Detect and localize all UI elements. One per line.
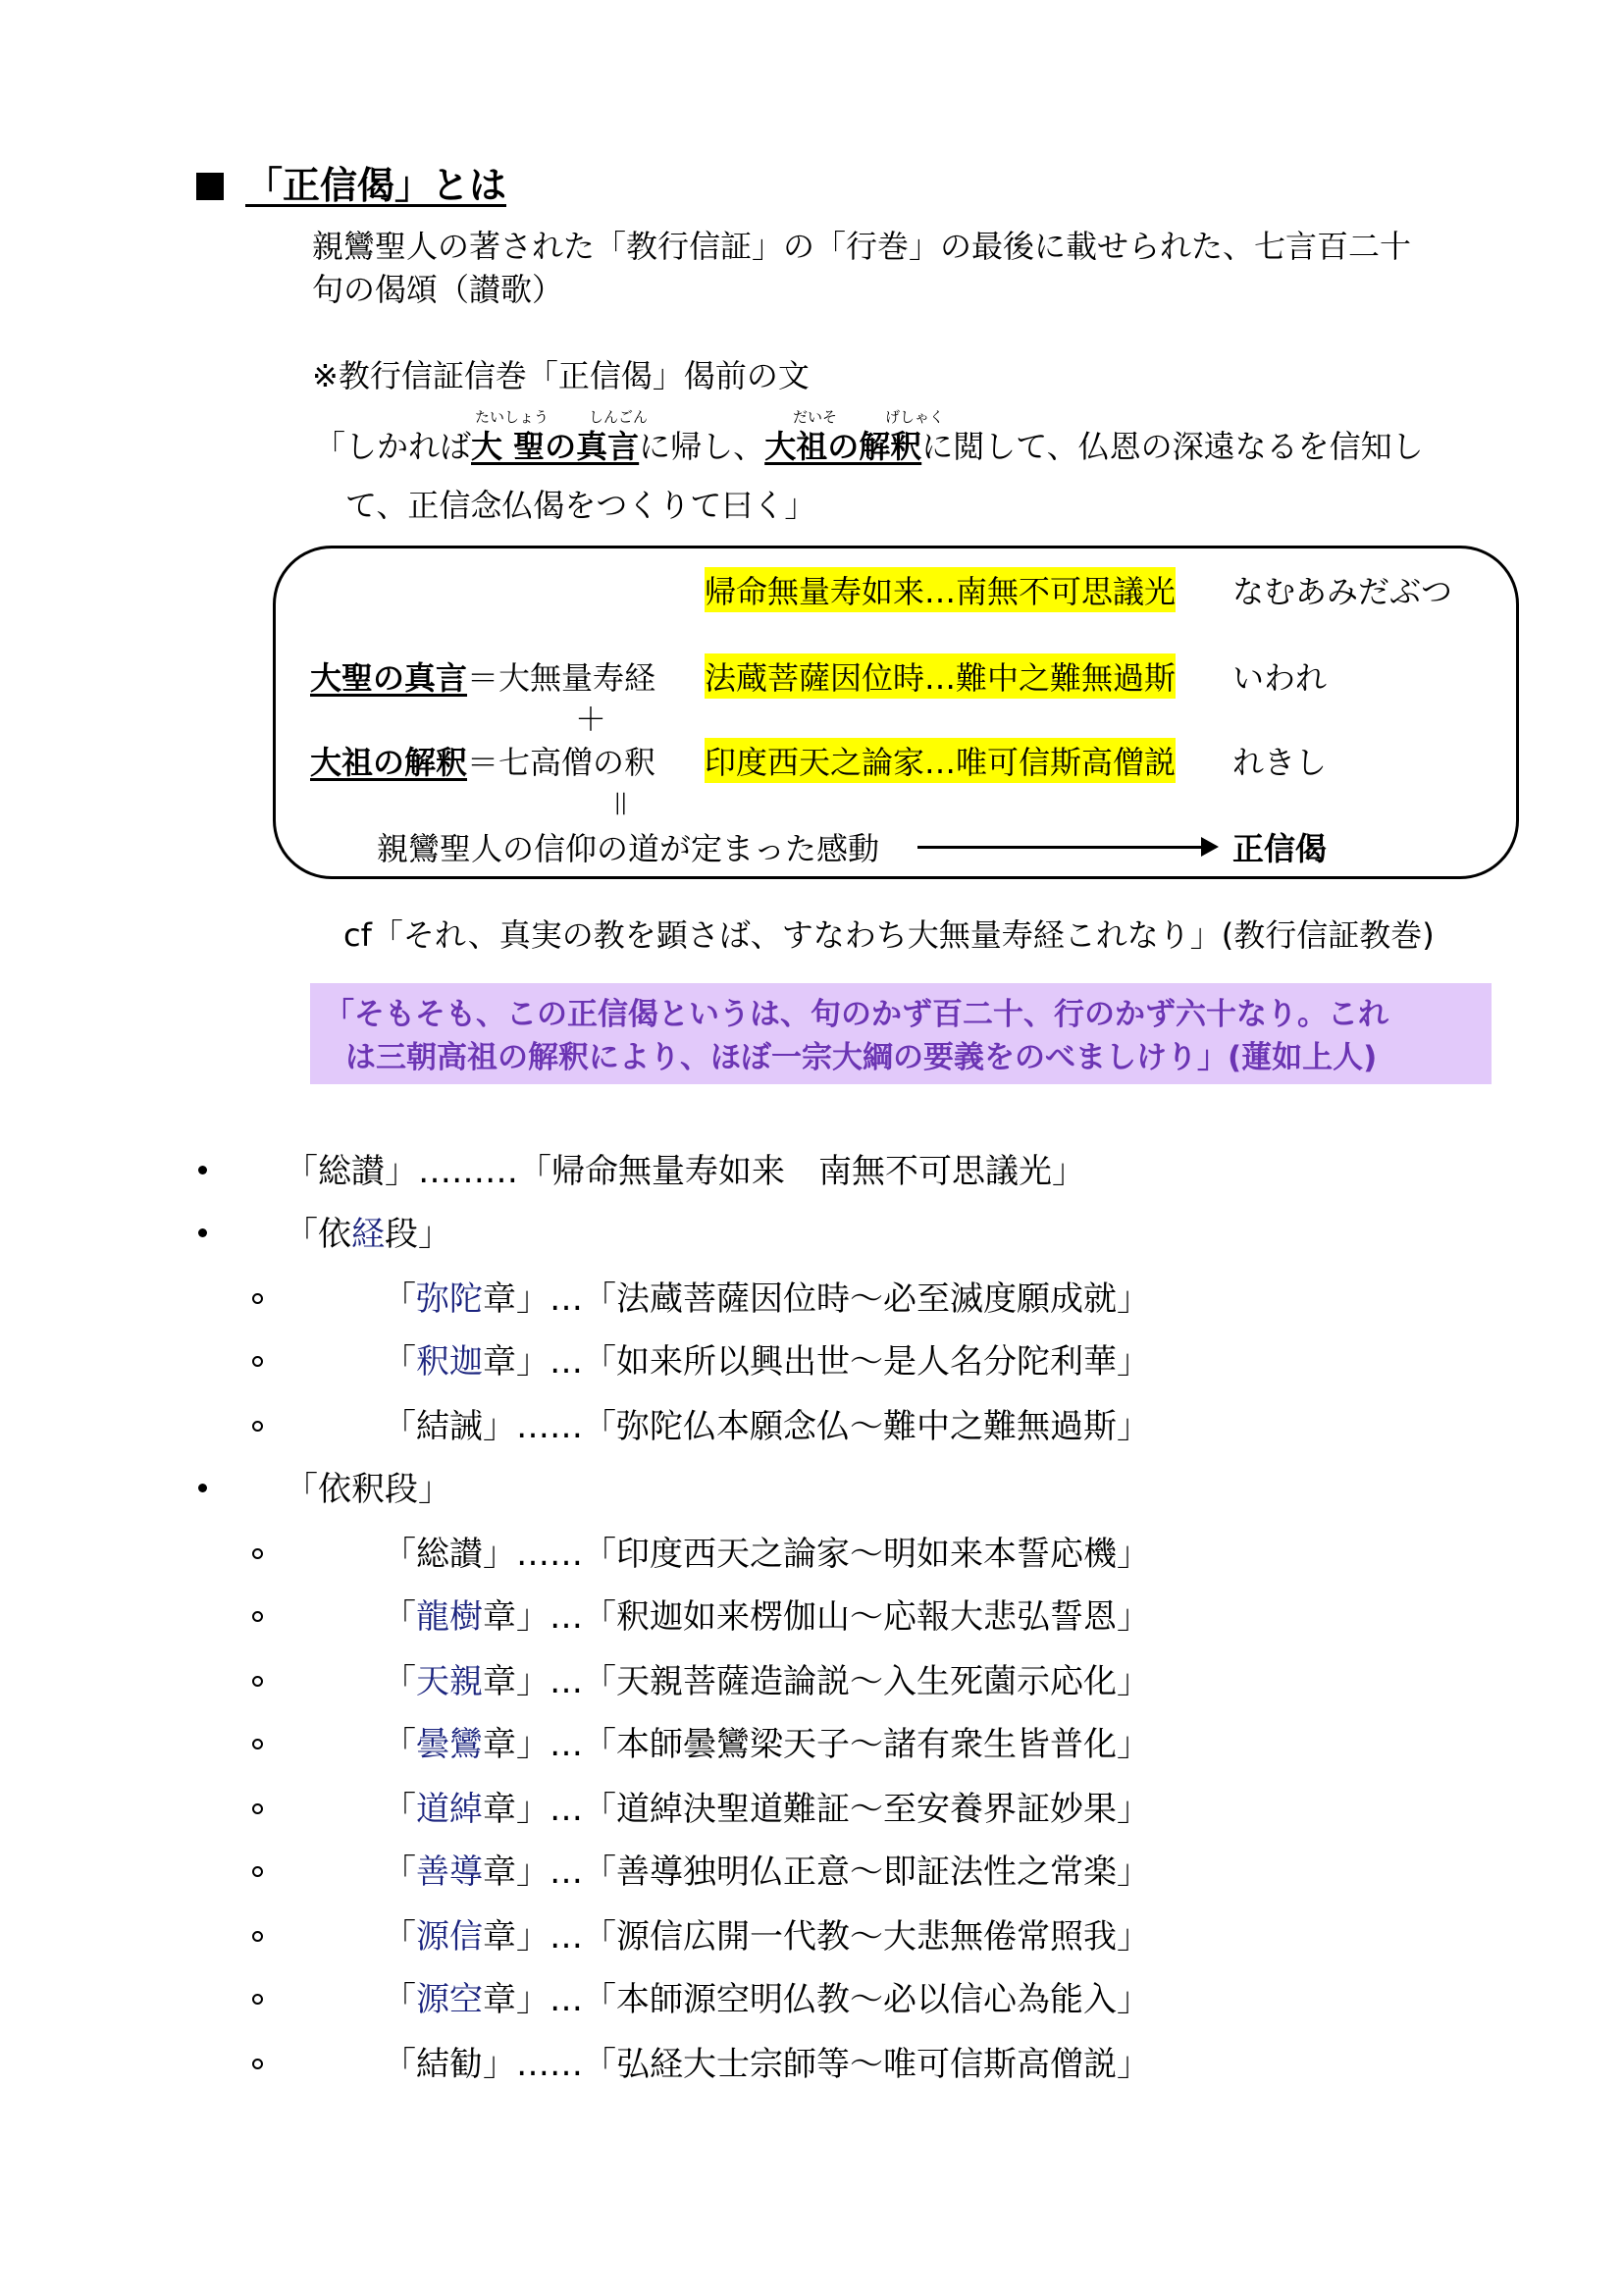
intro-line-2: 句の偈頌（讃歌） <box>312 271 564 308</box>
list-item-blue: 龍樹 <box>416 1597 483 1637</box>
list-item-pre: 「依 <box>285 1215 351 1254</box>
circle-bullet-icon <box>252 1739 263 1749</box>
reading-1: なむあみだぶつ <box>1232 573 1453 610</box>
list-item <box>383 2037 1150 2085</box>
list-item <box>285 1462 451 1510</box>
list-item <box>383 1399 1150 1447</box>
left-row-1 <box>310 653 655 699</box>
rennyo-quote-box <box>310 983 1492 1084</box>
result-text: 正信偈 <box>1232 830 1328 867</box>
bottom-text: 親鸞聖人の信仰の道が定まった感動 <box>377 830 880 867</box>
verse-2: 法蔵菩薩因位時…難中之難無過斯 <box>705 653 1176 699</box>
arrow-line <box>917 846 1202 849</box>
list-item-post: 章」…「道綽決聖道難証～至安養界証妙果」 <box>483 1790 1150 1829</box>
ruby-taishou: たいしょう <box>475 408 550 426</box>
list-item-post: 章」…「本師曇鸞梁天子～諸有衆生皆普化」 <box>483 1725 1150 1764</box>
bullet-icon <box>198 1228 207 1237</box>
list-item <box>383 1654 1150 1702</box>
intro-line-1: 親鸞聖人の著された「教行信証」の「行巻」の最後に載せられた、七言百二十 <box>312 228 1412 265</box>
quote-line-1 <box>314 422 1424 467</box>
list-item-pre: 「総讃」………「帰命無量寿如来 南無不可思議光」 <box>285 1152 1085 1191</box>
quote-term-taishou: 大 聖の真言 <box>471 428 640 465</box>
rennyo-line-1: 「そもそも、この正信偈というは、句のかず百二十、行のかず六十なり。これ <box>324 997 1388 1032</box>
list-item-pre: 「 <box>383 1342 416 1382</box>
circle-bullet-icon <box>252 1356 263 1367</box>
list-item-pre: 「 <box>383 1852 416 1892</box>
list-item-pre: 「結勧」……「弘経大士宗師等～唯可信斯高僧説」 <box>383 2045 1150 2084</box>
circle-bullet-icon <box>252 1548 263 1559</box>
bullet-icon <box>198 1166 207 1174</box>
list-item-post: 章」…「釈迦如来楞伽山～応報大悲弘誓恩」 <box>483 1597 1150 1637</box>
list-item-pre: 「 <box>383 1725 416 1764</box>
list-item-post: 章」…「善導独明仏正意～即証法性之常楽」 <box>483 1852 1150 1892</box>
left-term-1: 大聖の真言 <box>310 659 468 697</box>
list-item <box>383 1972 1150 2020</box>
list-item <box>383 1717 1150 1765</box>
list-item <box>383 1527 1150 1575</box>
list-item-blue: 経 <box>351 1215 385 1254</box>
list-item <box>383 1782 1150 1830</box>
page-title: 「正信偈」とは <box>196 155 506 209</box>
circle-bullet-icon <box>252 1421 263 1432</box>
quote-open: 「しかれば <box>314 428 472 465</box>
quote-rest: に閲して、仏恩の深遠なるを信知し <box>921 428 1424 465</box>
circle-bullet-icon <box>252 1293 263 1304</box>
ruby-geshaku: げしゃく <box>885 408 945 426</box>
list-item-pre: 「結誡」……「弥陀仏本願念仏～難中之難無過斯」 <box>383 1407 1150 1446</box>
list-item-blue: 釈迦 <box>416 1342 483 1382</box>
list-item-blue: 道綽 <box>416 1790 483 1829</box>
left-rest-2: ＝七高僧の釈 <box>467 744 656 781</box>
verse-1: 帰命無量寿如来…南無不可思議光 <box>705 567 1176 612</box>
quote-term-daiso: 大祖の解釈 <box>764 428 922 465</box>
list-item <box>383 1334 1150 1383</box>
circle-bullet-icon <box>252 2059 263 2069</box>
list-item <box>383 1909 1150 1957</box>
cf-line: cf「それ、真実の教を顕さば、すなわち大無量寿経これなり」(教行信証教巻) <box>343 916 1435 954</box>
list-item-pre: 「 <box>383 1917 416 1957</box>
list-item-post: 章」…「如来所以興出世～是人名分陀利華」 <box>483 1342 1150 1382</box>
list-item <box>285 1207 451 1255</box>
rennyo-line-2: は三朝高祖の解釈により、ほぼ一宗大綱の要義をのべましけり」(蓮如上人) <box>345 1040 1378 1075</box>
list-item-post: 章」…「源信広開一代教～大悲無倦常照我」 <box>483 1917 1150 1957</box>
list-item-post: 章」…「本師源空明仏教～必以信心為能入」 <box>483 1980 1150 2019</box>
circle-bullet-icon <box>252 1803 263 1814</box>
verse-3: 印度西天之論家…唯可信斯高僧説 <box>705 738 1176 783</box>
left-term-2: 大祖の解釈 <box>310 744 468 781</box>
circle-bullet-icon <box>252 1994 263 2005</box>
left-rest-1: ＝大無量寿経 <box>467 659 656 697</box>
ruby-daiso: だいそ <box>793 408 838 426</box>
list-item <box>383 1272 1150 1320</box>
list-item-pre: 「 <box>383 1980 416 2019</box>
reading-3: れきし <box>1232 744 1328 781</box>
list-item-pre: 「 <box>383 1279 416 1319</box>
quote-mid: に帰し、 <box>639 428 765 465</box>
list-item <box>383 1590 1150 1638</box>
list-item-pre: 「依釈段」 <box>285 1470 451 1509</box>
circle-bullet-icon <box>252 1866 263 1877</box>
ruby-shingon: しんごん <box>589 408 649 426</box>
reading-2: いわれ <box>1232 659 1328 697</box>
left-row-2 <box>310 738 655 783</box>
list-item-blue: 弥陀 <box>416 1279 483 1319</box>
circle-bullet-icon <box>252 1931 263 1942</box>
note: ※教行信証信巻「正信偈」偈前の文 <box>312 357 810 394</box>
list-item-pre: 「 <box>383 1597 416 1637</box>
list-item-pre: 「 <box>383 1662 416 1701</box>
list-item-pre: 「総讃」……「印度西天之論家～明如来本誓応機」 <box>383 1535 1150 1574</box>
list-item <box>285 1144 1085 1192</box>
bullet-icon <box>198 1484 207 1492</box>
list-item-blue: 源信 <box>416 1917 483 1957</box>
equals-sign: ＝ <box>602 787 640 820</box>
black-square-icon <box>196 173 224 200</box>
plus-sign: ＋ <box>575 701 607 738</box>
list-item-blue: 天親 <box>416 1662 483 1701</box>
circle-bullet-icon <box>252 1611 263 1622</box>
list-item-pre: 「 <box>383 1790 416 1829</box>
list-item-blue: 曇鸞 <box>416 1725 483 1764</box>
quote-line-2: て、正信念仏偈をつくりて曰く」 <box>345 487 816 524</box>
list-item-post: 章」…「法蔵菩薩因位時～必至滅度願成就」 <box>483 1279 1150 1319</box>
circle-bullet-icon <box>252 1676 263 1687</box>
list-item-post: 章」…「天親菩薩造論説～入生死薗示応化」 <box>483 1662 1150 1701</box>
list-item <box>383 1845 1150 1893</box>
list-item-post: 段」 <box>385 1215 451 1254</box>
arrow-right-icon <box>1201 837 1219 857</box>
list-item-blue: 善導 <box>416 1852 483 1892</box>
list-item-blue: 源空 <box>416 1980 483 2019</box>
